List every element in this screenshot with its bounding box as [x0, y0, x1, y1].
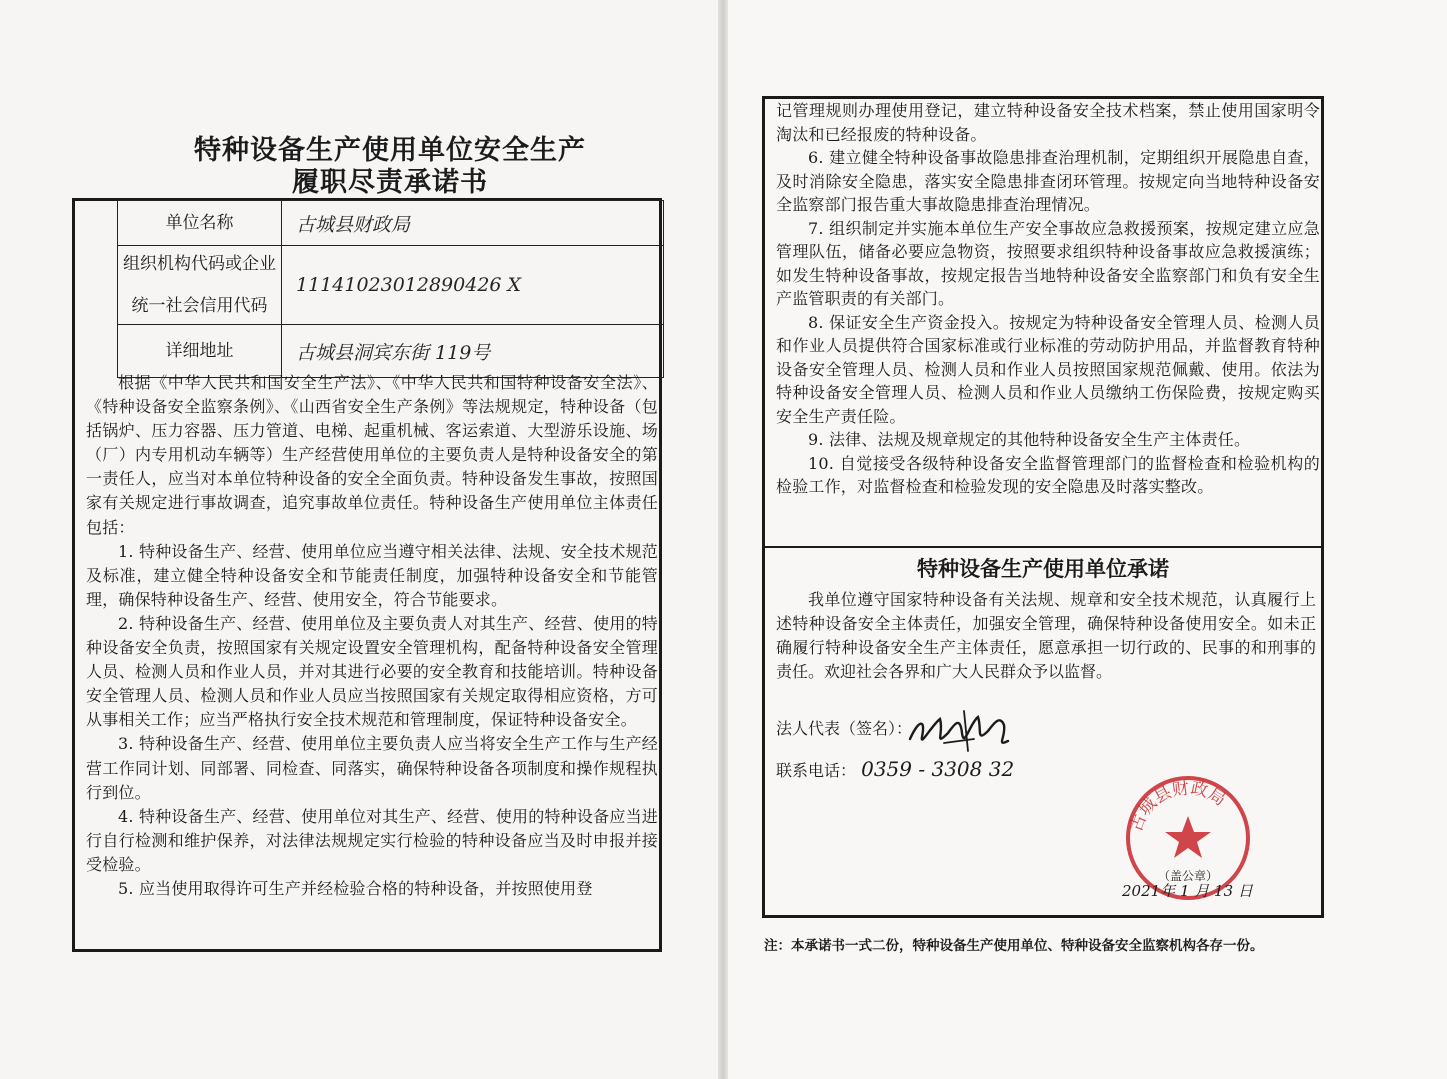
footer-note: 注：本承诺书一式二份，特种设备生产使用单位、特种设备安全监察机构各存一份。 [764, 938, 1264, 954]
clause-5-continuation: 记管理规则办理使用登记，建立特种设备安全技术档案，禁止使用国家明令淘汰和已经报废的特种设备。 [776, 101, 1320, 144]
clause-9: 9. 法律、法规及规章规定的其他特种设备安全生产主体责任。 [808, 430, 1251, 449]
address-value: 古城县洞宾东街 119号 [282, 325, 664, 378]
svg-text:古城县财政局 [1126, 778, 1229, 834]
seal-note: （盖公章） [1157, 869, 1219, 883]
clause-10: 10. 自觉接受各级特种设备安全监督管理部门的监督检查和检验机构的检验工作，对监督检查和检验发现的安全隐患及时落实整改。 [776, 453, 1320, 496]
clause-5-start: 5. 应当使用取得许可生产并经检验合格的特种设备，并按照使用登 [118, 878, 593, 898]
legal-rep-row [776, 716, 912, 739]
clause-7: 7. 组织制定并实施本单位生产安全事故应急救援预案，按规定建立应急管理队伍，储备必要应急物资，按照要求组织特种设备事故应急救援演练；如发生特种设备事故，按规定报告当地特种设备安全监察部门和负有安全生产监管职责的有关部门。 [776, 218, 1320, 308]
document-title-line1: 特种设备生产使用单位安全生产 [194, 135, 586, 166]
clause-2: 2. 特种设备生产、经营、使用单位及主要负责人对其生产、经营、使用的特种设备安全负责，按照国家有关规定设置安全管理机构，配备特种设备安全管理人员、检测人员和作业人员，并对其进行必要的安全教育和技能培训。特种设备安全管理人员、检测人员和作业人员应当按照国家有关规定取得相应资格，方可从事相关工作；应当严格执行安全技术规范和管理制度，保证特种设备安全。 [86, 613, 658, 730]
legal-rep-label: 法人代表（签名）： [776, 719, 913, 738]
intro-paragraph: 根据《中华人民共和国安全生产法》、《中华人民共和国特种设备安全法》、《特种设备安全监察条例》、《山西省安全生产条例》等法规规定，特种设备（包括锅炉、压力容器、压力管道、电梯、起重机械、客运索道、大型游乐设施、场（厂）内专用机动车辆等）生产经营使用单位的主要负责人是特种设备安全的第一责任人，应当对本单位特种设备的安全全面负责。特种设备发生事故，按照国家有关规定进行事故调查，追究事故单位责任。特种设备生产使用单位主体责任包括： [86, 373, 658, 537]
unit-name-value: 古城县财政局 [282, 201, 664, 246]
section-divider [762, 546, 1324, 548]
unit-info-table [117, 200, 664, 378]
book-gutter [718, 0, 728, 1079]
table-row [118, 246, 664, 325]
promise-title: 特种设备生产使用单位承诺 [917, 557, 1169, 581]
phone-row [776, 757, 1014, 781]
clause-3: 3. 特种设备生产、经营、使用单位主要负责人应当将安全生产工作与生产经营工作同计划、同部署、同检查、同落实，确保特种设备各项制度和操作规程执行到位。 [86, 734, 658, 802]
seal-text: 古城县财政局 [1126, 778, 1230, 835]
unit-name-label: 单位名称 [118, 201, 282, 246]
table-row [118, 201, 664, 246]
code-label-line2: 统一社会信用代码 [131, 296, 268, 316]
left-body-text [86, 371, 658, 901]
right-body-text [776, 99, 1320, 499]
document-title-line2: 履职尽责承诺书 [292, 167, 488, 198]
phone-label: 联系电话： [776, 761, 857, 780]
clause-8: 8. 保证安全生产资金投入。按规定为特种设备安全管理人员、检测人员和作业人员提供符合国家标准或行业标准的劳动防护用品，并监督教育特种设备安全管理人员、检测人员和作业人员按照国家规范佩戴、使用。依法为特种设备安全管理人员、检测人员和作业人员缴纳工伤保险费，按规定购买安全生产责任险。 [776, 312, 1320, 426]
promise-body [776, 588, 1316, 684]
address-label: 详细地址 [118, 325, 282, 378]
sign-date: 2021年 1 月 13 日 [1122, 882, 1253, 900]
promise-paragraph: 我单位遵守国家特种设备有关法规、规章和安全技术规范，认真履行上述特种设备安全主体责任，加强安全管理，确保特种设备使用安全。如未正确履行特种设备安全生产主体责任，愿意承担一切行政的、民事的和刑事的责任。欢迎社会各界和广大人民群众予以监督。 [776, 590, 1316, 681]
code-label [118, 246, 282, 325]
clause-4: 4. 特种设备生产、经营、使用单位对其生产、经营、使用的特种设备应当进行自行检测和维护保养，对法律法规规定实行检验的特种设备应当及时申报并接受检验。 [86, 806, 658, 874]
credit-code-value: 11141023012890426 X [282, 246, 664, 325]
phone-value: 0359 - 3308 32 [861, 757, 1015, 781]
clause-6: 6. 建立健全特种设备事故隐患排查治理机制，定期组织开展隐患自查，及时消除安全隐患，落实安全隐患排查闭环管理。按规定向当地特种设备安全监察部门报告重大事故隐患排查治理情况。 [776, 148, 1320, 214]
clause-1: 1. 特种设备生产、经营、使用单位应当遵守相关法律、法规、安全技术规范及标准，建立健全特种设备安全和节能责任制度，加强特种设备安全和节能管理，确保特种设备生产、经营、使用安全，符合节能要求。 [86, 541, 658, 609]
handwritten-signature [904, 703, 1014, 759]
code-label-line1: 组织机构代码或企业 [123, 254, 276, 274]
table-row [118, 325, 664, 378]
